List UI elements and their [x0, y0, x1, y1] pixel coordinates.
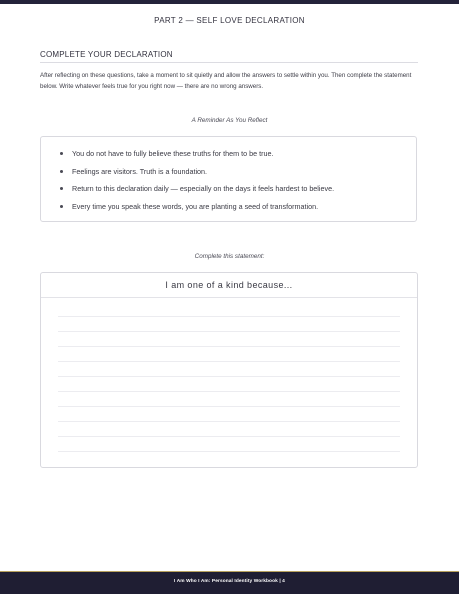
statement-box[interactable] — [40, 272, 418, 468]
reminder-item-text: Return to this declaration daily — especially on the days it feels hardest to believe. — [72, 184, 335, 193]
writing-line[interactable] — [58, 406, 400, 407]
reminder-item-text: Feelings are visitors. Truth is a foundation. — [72, 166, 208, 176]
writing-line[interactable] — [58, 346, 400, 347]
statement-prompt: I am one of a kind because... — [165, 280, 293, 290]
reminder-item — [60, 184, 334, 202]
writing-line[interactable] — [58, 361, 400, 362]
writing-line[interactable] — [58, 316, 400, 317]
footer-bar — [0, 571, 459, 594]
section-heading: COMPLETE YOUR DECLARATION — [40, 50, 418, 63]
writing-line[interactable] — [58, 451, 400, 452]
writing-line[interactable] — [58, 421, 400, 422]
writing-line[interactable] — [58, 376, 400, 377]
writing-line[interactable] — [58, 436, 400, 437]
bullet-icon — [60, 205, 63, 208]
reminder-item — [60, 149, 334, 167]
statement-divider — [41, 297, 417, 298]
reminder-box — [40, 136, 417, 222]
bullet-icon — [60, 170, 63, 173]
intro-paragraph: After reflecting on these questions, take a moment to sit quietly and allow the answers to settle within you. Then complete the statement below. Write whatever feels true for you right now — there are no wrong answers. — [40, 72, 412, 90]
writing-line[interactable] — [58, 331, 400, 332]
footer-accent-line — [0, 571, 459, 572]
writing-line[interactable] — [58, 391, 400, 392]
reminder-list — [60, 149, 334, 219]
page-title: PART 2 — SELF LOVE DECLARATION — [154, 16, 305, 25]
bullet-icon — [60, 152, 63, 155]
statement-label: Complete this statement: — [194, 253, 265, 260]
reminder-item-text: Every time you speak these words, you are planting a seed of transformation. — [72, 201, 319, 211]
top-accent-bar — [0, 0, 459, 4]
reminder-item — [60, 202, 334, 220]
bullet-icon — [60, 187, 63, 190]
reminder-item-text: You do not have to fully believe these truths for them to be true. — [72, 149, 274, 158]
reminder-item — [60, 167, 334, 185]
footer-text: I Am Who I Am: Personal Identity Workbook | 4 — [174, 579, 285, 584]
reminder-title: A Reminder As You Reflect — [191, 117, 268, 124]
